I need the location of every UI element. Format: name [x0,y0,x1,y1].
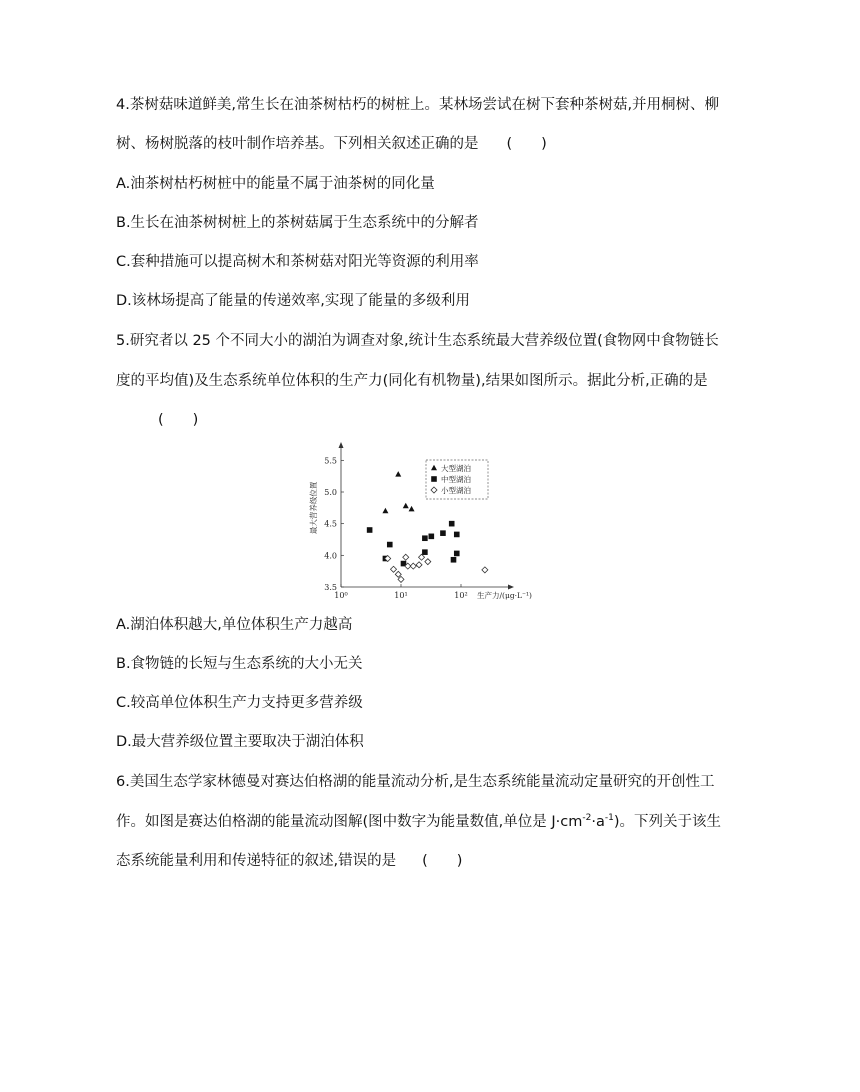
x-tick-label: 10² [454,591,468,600]
q5-option-b: B.食物链的长短与生态系统的大小无关 [116,656,363,672]
q5-answer-paren: ( ) [158,412,199,428]
data-point [422,535,428,541]
data-point [422,549,428,555]
data-point [398,576,404,582]
q4-answer-paren: ( ) [506,136,547,152]
y-tick-label: 4.0 [324,551,337,561]
data-point [403,554,409,560]
q6-stem-line2-pre: 作。如图是赛达伯格湖的能量流动图解(图中数字为能量数值,单位是 J·cm [116,814,583,830]
q6-unit-sup1: -2 [582,813,592,823]
q4-stem-line2 [116,134,547,154]
data-point [482,567,488,573]
q5-stem-line1: 5.研究者以 25 个不同大小的湖泊为调查对象,统计生态系统最大营养级位置(食物网中食物链长 [116,333,719,349]
q5-option-d: D.最大营养级位置主要取决于湖泊体积 [116,734,364,750]
q5-option-c: C.较高单位体积生产力支持更多营养级 [116,695,363,711]
legend-label: 大型湖泊 [441,464,471,473]
data-point [395,471,401,476]
data-point [391,566,397,572]
q6-stem-line3-text: 态系统能量利用和传递特征的叙述,错误的是 [116,853,397,869]
q4-stem-line2-text: 树、杨树脱落的枝叶制作培养基。下列相关叙述正确的是 [116,136,479,152]
y-axis-label: 最大营养级位置 [309,481,318,535]
data-point [429,534,435,540]
legend-marker [431,476,437,482]
data-point [387,542,393,548]
x-tick-label: 10⁰ [334,591,348,600]
legend-marker [431,487,437,493]
x-tick-label: 10¹ [394,591,408,600]
q4-option-d: D.该林场提高了能量的传递效率,实现了能量的多级利用 [116,293,470,309]
y-tick-label: 4.5 [324,519,337,529]
q6-stem-line1: 6.美国生态学家林德曼对赛达伯格湖的能量流动分析,是生态系统能量流动定量研究的开创性工 [116,774,715,790]
data-point [416,562,422,568]
chart-ticks [308,456,532,600]
data-point [454,551,460,557]
q4-option-c: C.套种措施可以提高树木和茶树菇对阳光等资源的利用率 [116,254,479,270]
legend-label: 中型湖泊 [441,475,471,484]
q6-unit-sup2: -1 [604,813,614,823]
y-tick-label: 5.5 [324,456,337,466]
data-point [451,557,457,563]
data-point [440,530,446,536]
q6-stem-line2-post: )。下列关于该生 [613,814,721,830]
productivity-scatter-chart [300,440,560,604]
q4-option-a: A.油茶树枯朽树桩中的能量不属于油茶树的同化量 [116,176,435,192]
data-point [410,563,416,569]
y-tick-label: 5.0 [324,488,337,497]
q6-stem-line2 [116,812,721,832]
x-axis-label: 生产力/(μg·L⁻¹) [477,591,532,600]
q6-stem-line2-mid: ·a [591,814,605,830]
q6-stem-line3 [116,851,462,871]
data-point [449,521,455,527]
data-point [419,554,425,560]
chart-legend [426,460,488,499]
data-point [367,527,373,533]
y-axis-arrow [339,442,344,448]
q5-option-a: A.湖泊体积越大,单位体积生产力越高 [116,617,353,633]
x-axis-arrow [508,585,514,590]
data-point [382,508,388,514]
data-point [454,532,460,538]
q4-stem-line1: 4.茶树菇味道鲜美,常生长在油茶树枯朽的树桩上。某林场尝试在树下套种茶树菇,并用桐树、柳 [116,97,720,113]
q4-option-b: B.生长在油茶树树桩上的茶树菇属于生态系统中的分解者 [116,215,479,231]
data-point [395,571,401,577]
data-point [409,506,415,512]
legend-label: 小型湖泊 [441,486,471,495]
data-point [425,559,431,565]
q6-answer-paren: ( ) [422,853,463,869]
q5-stem-line2: 度的平均值)及生态系统单位体积的生产力(同化有机物量),结果如图所示。据此分析,正确的是 [116,373,708,389]
legend-marker [431,465,437,471]
y-tick-label: 3.5 [324,583,337,592]
data-point [403,503,409,509]
